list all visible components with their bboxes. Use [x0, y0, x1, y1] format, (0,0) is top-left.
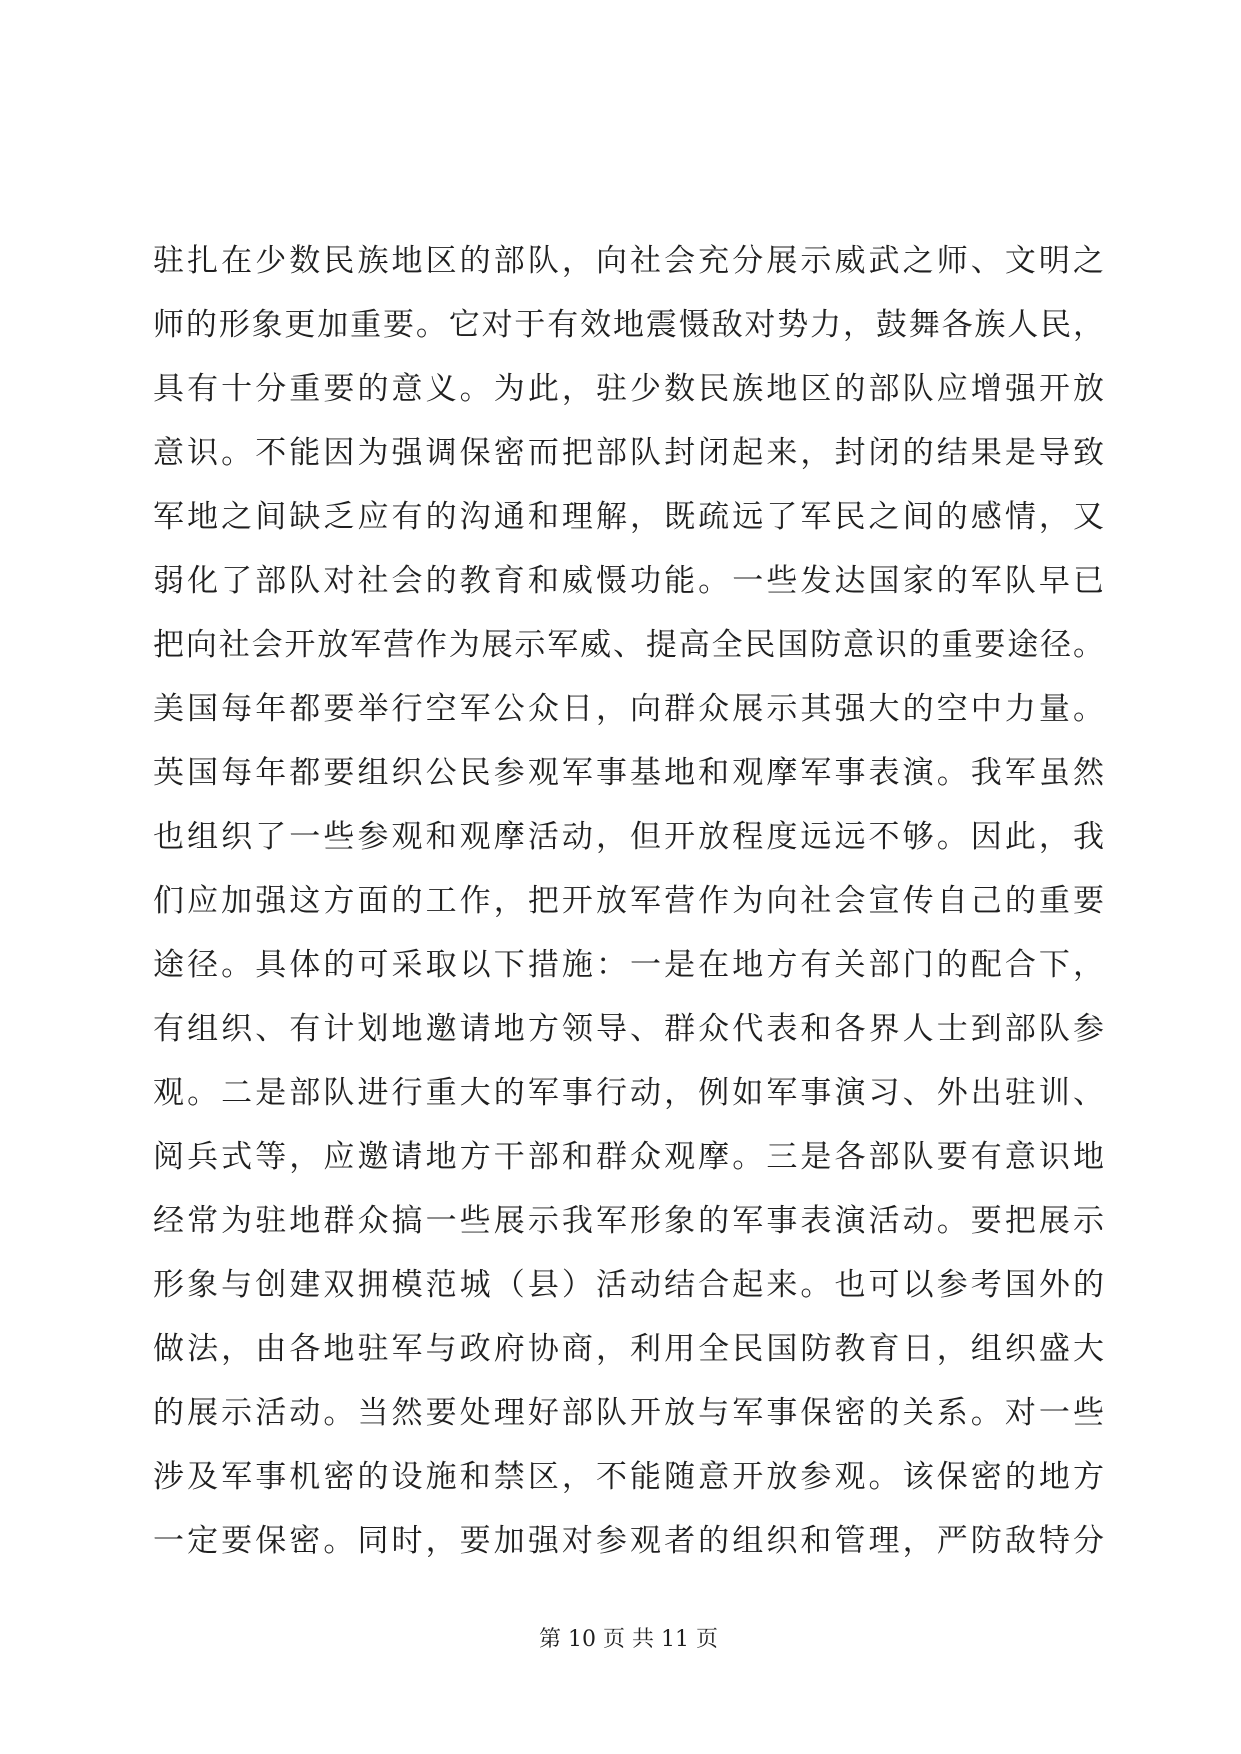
body-text [153, 229, 1104, 1573]
text-line: 美国每年都要举行空军公众日，向群众展示其强大的空中力量。 [153, 691, 1104, 727]
page-number-label: 第 10 页 共 11 页 [539, 1627, 718, 1652]
text-line: 把向社会开放军营作为展示军威、提高全民国防意识的重要途径。 [153, 627, 1104, 663]
text-line: 们应加强这方面的工作，把开放军营作为向社会宣传自己的重要 [153, 883, 1104, 919]
text-line: 英国每年都要组织公民参观军事基地和观摩军事表演。我军虽然 [153, 755, 1104, 791]
text-line: 涉及军事机密的设施和禁区，不能随意开放参观。该保密的地方 [153, 1459, 1104, 1495]
text-line: 途径。具体的可采取以下措施：一是在地方有关部门的配合下， [153, 947, 1104, 983]
text-line: 弱化了部队对社会的教育和威慑功能。一些发达国家的军队早已 [153, 563, 1104, 599]
text-line: 有组织、有计划地邀请地方领导、群众代表和各界人士到部队参 [153, 1011, 1104, 1047]
text-line: 经常为驻地群众搞一些展示我军形象的军事表演活动。要把展示 [153, 1203, 1104, 1239]
text-line: 军地之间缺乏应有的沟通和理解，既疏远了军民之间的感情，又 [153, 499, 1104, 535]
text-line: 形象与创建双拥模范城（县）活动结合起来。也可以参考国外的 [153, 1267, 1104, 1303]
text-line: 师的形象更加重要。它对于有效地震慑敌对势力，鼓舞各族人民， [153, 307, 1104, 343]
text-line: 一定要保密。同时，要加强对参观者的组织和管理，严防敌特分 [153, 1523, 1104, 1559]
text-line: 驻扎在少数民族地区的部队，向社会充分展示威武之师、文明之 [153, 243, 1104, 279]
text-line: 也组织了一些参观和观摩活动，但开放程度远远不够。因此，我 [153, 819, 1104, 855]
text-line: 观。二是部队进行重大的军事行动，例如军事演习、外出驻训、 [153, 1075, 1104, 1111]
text-line: 做法，由各地驻军与政府协商，利用全民国防教育日，组织盛大 [153, 1331, 1104, 1367]
text-line: 具有十分重要的意义。为此，驻少数民族地区的部队应增强开放 [153, 371, 1104, 407]
text-line: 阅兵式等，应邀请地方干部和群众观摩。三是各部队要有意识地 [153, 1139, 1104, 1175]
text-line: 意识。不能因为强调保密而把部队封闭起来，封闭的结果是导致 [153, 435, 1104, 471]
page-footer [153, 1624, 1104, 1656]
text-line: 的展示活动。当然要处理好部队开放与军事保密的关系。对一些 [153, 1395, 1104, 1431]
